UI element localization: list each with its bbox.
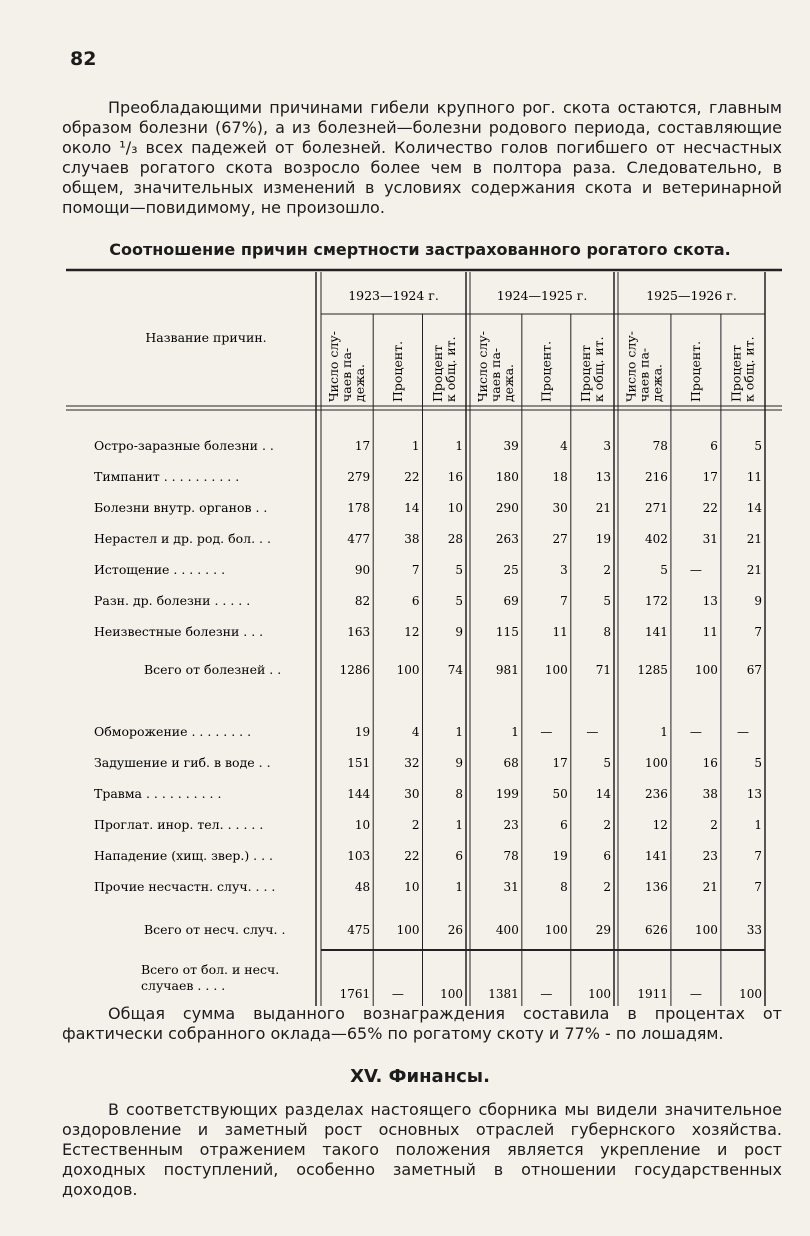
cell-value: 5	[603, 594, 611, 608]
section-paragraph	[62, 1100, 782, 1200]
row-label: Тимпанит . . . . . . . . . .	[94, 469, 240, 484]
sub-header-text: Процент.	[389, 340, 405, 402]
cell-value: 2	[411, 818, 420, 832]
cell-value: —	[391, 987, 404, 1001]
cell-value: 1	[455, 880, 463, 894]
cell-value: 7	[754, 849, 762, 863]
cell-value: 100	[645, 756, 668, 770]
mortality-table	[66, 268, 782, 1006]
cell-value: 144	[347, 787, 371, 801]
cell-values	[340, 439, 763, 1001]
cell-value: 30	[552, 501, 568, 515]
mortality-table-grid	[66, 268, 782, 1006]
cell-value: 100	[588, 987, 611, 1001]
cell-value: 10	[354, 818, 371, 832]
cell-value: 141	[645, 849, 668, 863]
cell-value: 141	[645, 625, 668, 639]
sub-header-text: к общ. ит.	[442, 336, 458, 402]
grand-total-label: случаев . . . .	[141, 978, 226, 993]
cell-value: 19	[354, 725, 371, 739]
year-header: 1925—1926 г.	[646, 288, 737, 303]
cell-value: 1	[754, 818, 762, 832]
cell-value: 172	[645, 594, 668, 608]
cell-value: —	[586, 725, 599, 739]
cell-value: 21	[595, 501, 611, 515]
cell-value: 7	[754, 625, 762, 639]
cell-value: 1	[511, 725, 519, 739]
cell-value: 236	[645, 787, 668, 801]
grand-total-label: Всего от бол. и несч.	[141, 962, 280, 977]
cell-value: 216	[645, 470, 668, 484]
cell-value: 100	[544, 923, 568, 937]
cell-value: 9	[754, 594, 762, 608]
cell-value: 8	[560, 880, 568, 894]
cell-value: 103	[347, 849, 371, 863]
row-label: Болезни внутр. органов . .	[94, 500, 268, 515]
cell-value: —	[540, 725, 553, 739]
cell-value: 1285	[637, 663, 668, 677]
cell-value: 8	[603, 625, 611, 639]
cell-value: 13	[746, 787, 762, 801]
intro-text: Преобладающими причинами гибели крупного рог. скота остаются, главным образом болезни (67%), а из болезней—болезни родового периода, составляющие около ¹/₃ всех падежей от болезней. Количество голов погибшего от несчастных случаев рогатого скота возросло более чем в полтора раза. Следовательно, в общем, значительных изменений в условиях содержания скота и ветеринарной помощи—повидимому, не произошло.	[62, 98, 782, 217]
cell-value: 22	[404, 470, 420, 484]
cell-value: 100	[396, 663, 420, 677]
cell-value: 14	[595, 787, 611, 801]
cell-value: 6	[411, 594, 420, 608]
cell-value: 50	[552, 787, 568, 801]
cell-value: 27	[552, 532, 568, 546]
cell-value: 100	[694, 923, 718, 937]
cell-value: 477	[347, 532, 371, 546]
cell-value: 17	[702, 470, 718, 484]
cell-value: 82	[354, 594, 371, 608]
row-label: Обморожение . . . . . . . .	[94, 724, 252, 739]
cell-value: 178	[347, 501, 371, 515]
cell-value: 5	[603, 756, 611, 770]
cell-value: 199	[495, 787, 519, 801]
cell-value: 78	[503, 849, 519, 863]
cell-value: 1911	[637, 987, 668, 1001]
cell-value: 33	[746, 923, 762, 937]
cell-value: 31	[503, 880, 519, 894]
intro-paragraph	[62, 98, 782, 218]
sub-column-lines	[373, 314, 721, 1006]
cell-value: 19	[552, 849, 568, 863]
row-label: Истощение . . . . . . .	[94, 562, 226, 577]
cell-value: 30	[404, 787, 420, 801]
row-labels	[94, 438, 285, 993]
name-column-header: Название причин.	[145, 330, 267, 345]
sub-header-text: чаев па-	[636, 347, 652, 402]
cell-value: 2	[710, 818, 718, 832]
cell-value: 2	[603, 563, 611, 577]
cell-value: 13	[702, 594, 718, 608]
cell-value: 25	[503, 563, 519, 577]
cell-value: 26	[447, 923, 463, 937]
cell-value: 100	[739, 987, 762, 1001]
cell-value: 1761	[339, 987, 371, 1001]
cell-value: 18	[552, 470, 568, 484]
cell-value: 7	[754, 880, 762, 894]
row-label: Нападение (хищ. звер.) . . .	[94, 848, 274, 863]
cell-value: 100	[396, 923, 420, 937]
cell-value: 4	[411, 725, 420, 739]
total-row-label: Всего от несч. случ. .	[144, 922, 286, 937]
sub-header-text: Число слу-	[623, 331, 639, 402]
cell-value: 180	[495, 470, 519, 484]
cell-value: 1	[455, 439, 463, 453]
cell-value: 14	[404, 501, 420, 515]
cell-value: 1	[455, 725, 463, 739]
row-label: Неизвестные болезни . . .	[94, 624, 264, 639]
cell-value: 14	[746, 501, 762, 515]
sub-headers	[326, 331, 756, 402]
cell-value: 21	[746, 563, 762, 577]
sub-header-text: Процент	[429, 344, 445, 402]
sub-header-text: Процент	[728, 344, 744, 402]
cell-value: 402	[645, 532, 668, 546]
cell-value: 2	[603, 818, 611, 832]
cell-value: —	[736, 725, 749, 739]
cell-value: 7	[560, 594, 568, 608]
row-label: Остро-заразные болезни . .	[94, 438, 274, 453]
cell-value: 1	[411, 439, 420, 453]
cell-value: 23	[503, 818, 519, 832]
sub-header-text: чаев па-	[487, 347, 503, 402]
cell-value: 475	[347, 923, 371, 937]
row-label: Задушение и гиб. в воде . .	[94, 755, 271, 770]
cell-value: 16	[702, 756, 718, 770]
cell-value: 1381	[488, 987, 519, 1001]
cell-value: 31	[702, 532, 718, 546]
cell-value: 271	[645, 501, 668, 515]
cell-value: 12	[404, 625, 420, 639]
cell-value: 32	[404, 756, 420, 770]
sub-header-text: дежа.	[352, 363, 368, 402]
cell-value: 19	[595, 532, 611, 546]
cell-value: 1	[455, 818, 463, 832]
cell-value: 28	[447, 532, 463, 546]
page-number: 82	[70, 48, 97, 70]
cell-value: 400	[495, 923, 519, 937]
cell-value: 2	[603, 880, 611, 894]
sub-header-text: дежа.	[649, 363, 665, 402]
cell-value: 6	[560, 818, 568, 832]
cell-value: 1286	[339, 663, 371, 677]
cell-value: 100	[440, 987, 463, 1001]
cell-value: 136	[645, 880, 668, 894]
cell-value: 9	[455, 756, 463, 770]
cell-value: 5	[754, 756, 762, 770]
cell-value: 5	[455, 594, 463, 608]
cell-value: 12	[652, 818, 668, 832]
cell-value: 7	[411, 563, 420, 577]
cell-value: 10	[447, 501, 463, 515]
sub-header-text: к общ. ит.	[741, 336, 757, 402]
cell-value: 22	[702, 501, 718, 515]
cell-value: 68	[503, 756, 519, 770]
cell-value: 100	[694, 663, 718, 677]
cell-value: 74	[447, 663, 463, 677]
row-label: Травма . . . . . . . . . .	[94, 786, 222, 801]
cell-value: 90	[354, 563, 371, 577]
cell-value: 6	[603, 849, 611, 863]
cell-value: 626	[645, 923, 668, 937]
section-text: В соответствующих разделах настоящего сборника мы видели значительное оздоровление и заметный рост основных отраслей губернского хозяйства. Естественным отражением такого положения является укрепление и рост доходных поступлений, особенно заметный в отношении государственных доходов.	[62, 1100, 782, 1199]
cell-value: 11	[552, 625, 568, 639]
cell-value: 22	[404, 849, 420, 863]
after-table-text: Общая сумма выданного вознаграждения составила в процентах от фактически собранного оклада—65% по рогатому скоту и 77% - по лошадям.	[62, 1004, 782, 1043]
year-header: 1923—1924 г.	[348, 288, 439, 303]
cell-value: 5	[455, 563, 463, 577]
cell-value: 17	[354, 439, 371, 453]
row-label: Разн. др. болезни . . . . .	[94, 593, 251, 608]
cell-value: 39	[503, 439, 519, 453]
cell-value: 38	[702, 787, 718, 801]
sub-header-text: Процент.	[538, 340, 554, 402]
sub-header-text: Число слу-	[326, 331, 342, 402]
cell-value: 3	[603, 439, 611, 453]
cell-value: 5	[660, 563, 668, 577]
cell-value: 5	[754, 439, 762, 453]
cell-value: 48	[354, 880, 371, 894]
cell-value: 11	[746, 470, 762, 484]
cell-value: 13	[595, 470, 611, 484]
cell-value: 69	[503, 594, 519, 608]
cell-value: 8	[455, 787, 463, 801]
section-heading: XV. Финансы.	[350, 1066, 490, 1087]
cell-value: —	[689, 725, 702, 739]
row-label: Прочие несчастн. случ. . . .	[94, 879, 276, 894]
sub-header-text: Число слу-	[474, 331, 490, 402]
cell-value: 21	[746, 532, 762, 546]
cell-value: 78	[652, 439, 668, 453]
cell-value: 67	[746, 663, 762, 677]
cell-value: 11	[702, 625, 718, 639]
cell-value: 163	[347, 625, 371, 639]
cell-value: 17	[552, 756, 568, 770]
cell-value: 279	[347, 470, 371, 484]
cell-value: 10	[404, 880, 420, 894]
sub-header-text: Процент	[577, 344, 593, 402]
cell-value: 21	[702, 880, 718, 894]
cell-value: 1	[660, 725, 668, 739]
cell-value: 263	[495, 532, 519, 546]
cell-value: 290	[495, 501, 519, 515]
cell-value: 115	[495, 625, 519, 639]
year-header: 1924—1925 г.	[496, 288, 588, 303]
total-row-label: Всего от болезней . .	[144, 662, 282, 677]
cell-value: 6	[455, 849, 463, 863]
cell-value: 16	[447, 470, 463, 484]
cell-value: 71	[595, 663, 611, 677]
sub-header-text: дежа.	[500, 363, 516, 402]
year-headers	[348, 288, 737, 303]
cell-value: 4	[560, 439, 568, 453]
cell-value: 9	[455, 625, 463, 639]
cell-value: 6	[710, 439, 718, 453]
cell-value: 981	[495, 663, 519, 677]
sub-header-text: чаев па-	[339, 347, 355, 402]
table-title: Соотношение причин смертности застрахованного рогатого скота.	[109, 240, 731, 259]
after-table-paragraph	[62, 1004, 782, 1044]
row-label: Нерастел и др. род. бол. . .	[94, 531, 271, 546]
cell-value: 38	[404, 532, 420, 546]
cell-value: 100	[544, 663, 568, 677]
cell-value: 29	[595, 923, 611, 937]
cell-value: —	[689, 563, 702, 577]
cell-value: —	[540, 987, 553, 1001]
cell-value: —	[689, 987, 702, 1001]
cell-value: 23	[702, 849, 718, 863]
row-label: Проглат. инор. тел. . . . . .	[94, 817, 264, 832]
sub-header-text: к общ. ит.	[590, 336, 606, 402]
sub-header-text: Процент.	[687, 340, 703, 402]
cell-value: 151	[347, 756, 371, 770]
cell-value: 3	[560, 563, 568, 577]
